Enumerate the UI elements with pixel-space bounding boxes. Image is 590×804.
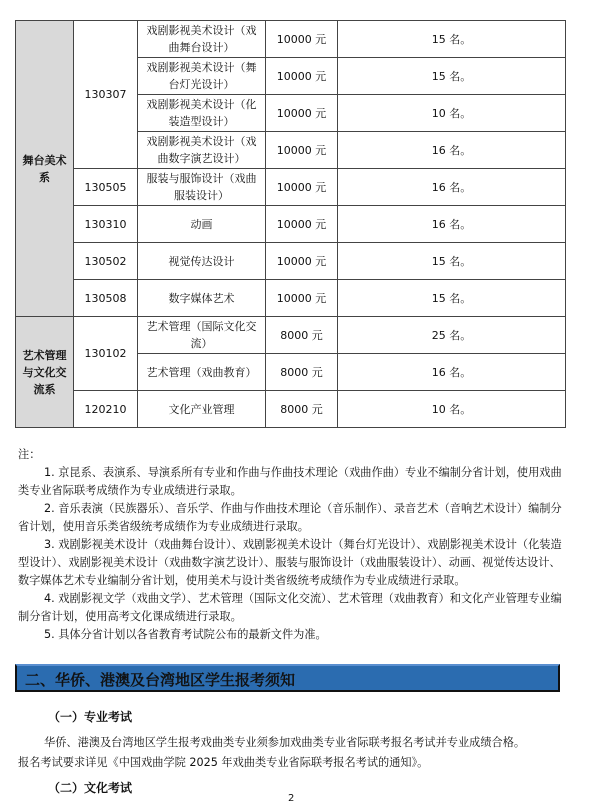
fee-cell: 10000 元 xyxy=(266,95,338,132)
quota-cell: 15 名。 xyxy=(338,21,566,58)
subsection-heading: （二）文化考试 xyxy=(48,781,133,795)
major-cell: 艺术管理（国际文化交流） xyxy=(138,317,266,354)
fee-cell: 8000 元 xyxy=(266,354,338,391)
major-cell: 戏剧影视美术设计（化装造型设计） xyxy=(138,95,266,132)
table-row xyxy=(16,280,566,317)
note-item: 4. 戏剧影视文学（戏曲文学）、艺术管理（国际文化交流）、艺术管理（戏曲教育）和文化产业管理专业编制分省计划，使用高考文化课成绩进行录取。 xyxy=(18,592,562,623)
major-cell: 艺术管理（戏曲教育） xyxy=(138,354,266,391)
quota-cell: 16 名。 xyxy=(338,206,566,243)
code-cell: 130505 xyxy=(74,169,138,206)
table-row xyxy=(16,317,566,354)
notes-block xyxy=(18,446,563,644)
table-row xyxy=(16,206,566,243)
quota-cell: 16 名。 xyxy=(338,132,566,169)
department-cell: 舞台美术系 xyxy=(16,21,74,317)
fee-cell: 8000 元 xyxy=(266,317,338,354)
fee-cell: 10000 元 xyxy=(266,132,338,169)
quota-cell: 25 名。 xyxy=(338,317,566,354)
page-number: 2 xyxy=(288,793,295,804)
code-cell: 130307 xyxy=(74,21,138,169)
department-cell: 艺术管理与文化交流系 xyxy=(16,317,74,428)
quota-cell: 15 名。 xyxy=(338,58,566,95)
major-cell: 戏剧影视美术设计（舞台灯光设计） xyxy=(138,58,266,95)
code-cell: 130310 xyxy=(74,206,138,243)
quota-cell: 10 名。 xyxy=(338,391,566,428)
code-cell: 130502 xyxy=(74,243,138,280)
table-row xyxy=(16,391,566,428)
note-item: 5. 具体分省计划以各省教育考试院公布的最新文件为准。 xyxy=(44,628,327,641)
table-row xyxy=(16,21,566,58)
quota-cell: 15 名。 xyxy=(338,243,566,280)
table-row xyxy=(16,243,566,280)
fee-cell: 10000 元 xyxy=(266,21,338,58)
code-cell: 130508 xyxy=(74,280,138,317)
fee-cell: 10000 元 xyxy=(266,58,338,95)
major-cell: 服装与服饰设计（戏曲服装设计） xyxy=(138,169,266,206)
section-paragraph xyxy=(18,733,563,773)
paragraph-line: 报名考试要求详见《中国戏曲学院 2025 年戏曲类专业省际联考报名考试的通知》。 xyxy=(18,756,429,769)
fee-cell: 10000 元 xyxy=(266,169,338,206)
quota-cell: 16 名。 xyxy=(338,169,566,206)
section-title: 二、华侨、港澳及台湾地区学生报考须知 xyxy=(25,671,296,689)
code-cell: 120210 xyxy=(74,391,138,428)
code-cell: 130102 xyxy=(74,317,138,391)
paragraph-line: 华侨、港澳及台湾地区学生报考戏曲类专业须参加戏曲类专业省际联考报名考试并专业成绩合格。 xyxy=(44,736,526,749)
major-cell: 视觉传达设计 xyxy=(138,243,266,280)
table-row xyxy=(16,169,566,206)
major-cell: 戏剧影视美术设计（戏曲舞台设计） xyxy=(138,21,266,58)
quota-cell: 16 名。 xyxy=(338,354,566,391)
major-cell: 数字媒体艺术 xyxy=(138,280,266,317)
major-cell: 文化产业管理 xyxy=(138,391,266,428)
major-cell: 动画 xyxy=(138,206,266,243)
note-item: 2. 音乐表演（民族器乐）、音乐学、作曲与作曲技术理论（音乐制作）、录音艺术（音响艺术设计）编制分省计划，使用音乐类省级统考成绩作为专业成绩进行录取。 xyxy=(18,502,562,533)
fee-cell: 10000 元 xyxy=(266,280,338,317)
major-cell: 戏剧影视美术设计（戏曲数字演艺设计） xyxy=(138,132,266,169)
enrollment-table xyxy=(15,20,566,428)
notes-heading: 注： xyxy=(18,448,41,461)
note-item: 1. 京昆系、表演系、导演系所有专业和作曲与作曲技术理论（戏曲作曲）专业不编制分省计划，使用戏曲类专业省际联考成绩作为专业成绩进行录取。 xyxy=(18,466,562,497)
fee-cell: 10000 元 xyxy=(266,243,338,280)
quota-cell: 10 名。 xyxy=(338,95,566,132)
quota-cell: 15 名。 xyxy=(338,280,566,317)
subsection-heading: （一）专业考试 xyxy=(48,710,133,724)
note-item: 3. 戏剧影视美术设计（戏曲舞台设计）、戏剧影视美术设计（舞台灯光设计）、戏剧影视美术设计（化装造型设计）、戏剧影视美术设计（戏曲数字演艺设计）、服装与服饰设计（戏曲服装设计）、动画、视觉传达设计、数字媒体艺术专业编制分省计划，使用美术与设计类省级统考成绩作为专业成绩进行录取。 xyxy=(18,538,562,587)
section-heading-bar xyxy=(15,664,560,692)
fee-cell: 10000 元 xyxy=(266,206,338,243)
fee-cell: 8000 元 xyxy=(266,391,338,428)
